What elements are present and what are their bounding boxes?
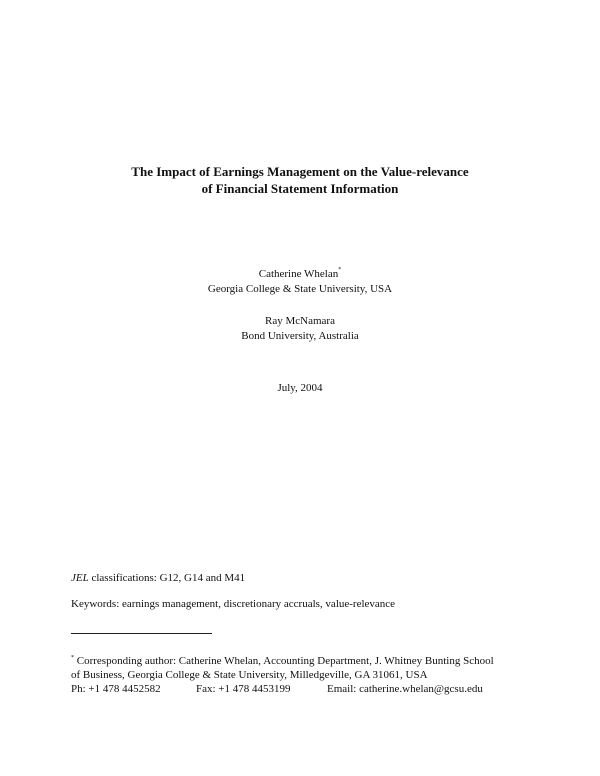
title-line-1: The Impact of Earnings Management on the Value-relevance [131,164,469,179]
paper-date: July, 2004 [277,382,323,394]
paper-title [0,163,600,197]
jel-label: JEL [71,572,89,584]
author-footnote-mark: * [338,267,342,273]
author-name-1-text: Catherine Whelan [258,268,339,280]
author-affiliation-1: Georgia College & State University, USA [207,283,393,295]
author-block-2 [0,314,600,344]
author-block-1 [0,267,600,297]
footnote-contact-row [71,682,494,696]
keywords: Keywords: earnings management, discretionary accruals, value-relevance [71,598,396,610]
author-name-2: Ray McNamara [265,315,335,327]
contact-phone: Ph: +1 478 4452582 [71,683,161,695]
footnote-line-2: of Business, Georgia College & State University, Milledgeville, GA 31061, USA [71,669,428,681]
contact-fax: Fax: +1 478 4453199 [196,683,291,695]
jel-codes: classifications: G12, G14 and M41 [88,572,246,584]
footnote [71,654,494,696]
jel-classifications [71,571,245,586]
footnote-divider [71,633,212,634]
footnote-line-1 [71,654,494,668]
contact-email: Email: catherine.whelan@gcsu.edu [327,683,483,695]
footnote-line-1-text: Corresponding author: Catherine Whelan, Accounting Department, J. Whitney Bunting School [74,655,494,667]
title-line-2: of Financial Statement Information [201,181,399,196]
author-name-1 [0,267,600,282]
footnote-mark: * [71,655,74,661]
author-affiliation-2: Bond University, Australia [241,330,359,342]
